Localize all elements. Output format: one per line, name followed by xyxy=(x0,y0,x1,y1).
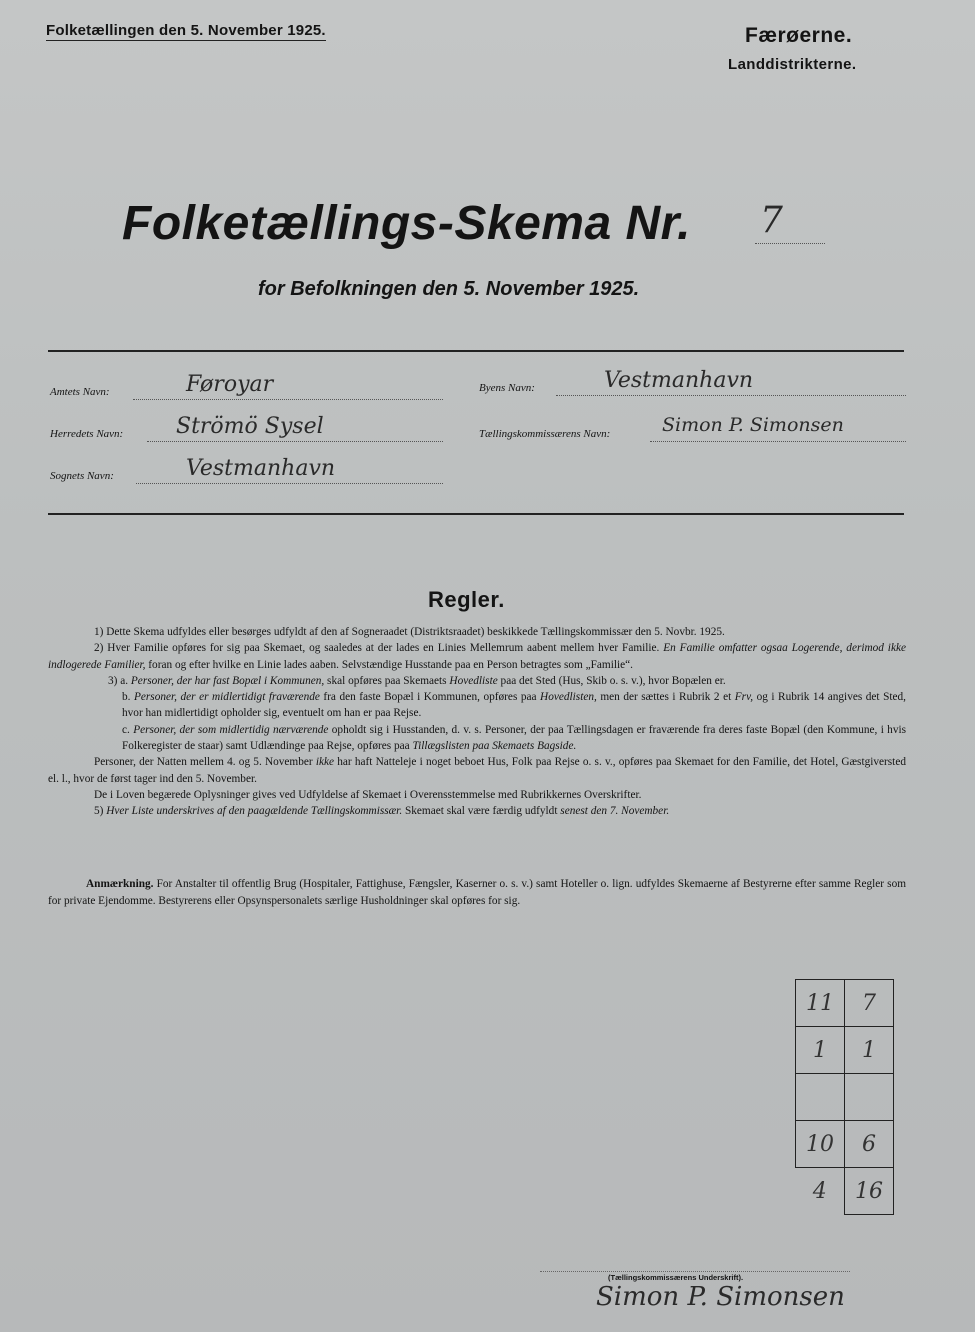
sogn-line xyxy=(136,483,443,484)
rule-5: 5) Hver Liste underskrives af den paagældende Tællingskommissær. Skemaet skal være færdig udfyldt senest den 7. November. xyxy=(94,805,670,818)
herred-line xyxy=(147,441,443,442)
tally-cell: 1 xyxy=(796,1027,845,1074)
tally-row xyxy=(796,1168,894,1215)
bottom-divider xyxy=(48,513,904,515)
tally-cell: 10 xyxy=(796,1121,845,1168)
top-divider xyxy=(48,350,904,352)
tally-cell: 11 xyxy=(796,980,845,1027)
amt-line xyxy=(133,399,443,400)
form-number: 7 xyxy=(760,200,783,241)
tally-cell: 7 xyxy=(845,980,894,1027)
rule-3c: c. Personer, der som midlertidig nærværende opholdt sig i Husstanden, d. v. s. Personer, der paa Tællingsdagen er fraværende fra deres faste Bopæl (den Kommune, i hvis Folkeregister de staar) samt Udlændinge paa Rejse, opføres paa Tillægslisten paa Skemaets Bagside. xyxy=(122,723,907,753)
kommissaer-label: Tællingskommissærens Navn: xyxy=(479,428,611,440)
signature-line xyxy=(540,1271,850,1272)
by-label: Byens Navn: xyxy=(479,382,535,394)
signature-label: (Tællingskommissærens Underskrift). xyxy=(608,1273,744,1282)
rule-3a: 3) a. Personer, der har fast Bopæl i Kommunen, skal opføres paa Skemaets Hovedliste paa det Sted (Hus, Skib o. s. v.), hvor Bopælen er. xyxy=(108,674,726,687)
census-date-header: Folketællingen den 5. November 1925. xyxy=(46,22,326,39)
rule-4: De i Loven begærede Oplysninger gives ved Udfyldelse af Skemaet i Overensstemmelse med Rubrikkernes Overskrifter. xyxy=(94,788,642,801)
by-value: Vestmanhavn xyxy=(604,368,754,393)
tally-row xyxy=(796,1074,894,1121)
note-label: Anmærkning. xyxy=(86,878,154,890)
amt-label: Amtets Navn: xyxy=(50,386,110,398)
rule-3d: Personer, der Natten mellem 4. og 5. November ikke har haft Natteleje i noget beboet Hus, Folk paa Rejse o. s. v., opføres paa Skemaet for den Familie, det Hotel, Gæstgiversted el. l., hvor de først tager ind den 5. November. xyxy=(48,756,906,785)
rules-title: Regler. xyxy=(428,587,505,612)
tally-cell: 6 xyxy=(845,1121,894,1168)
tally-cell: 1 xyxy=(845,1027,894,1074)
tally-grid xyxy=(795,979,894,1215)
tally-row xyxy=(796,1027,894,1074)
form-title: Folketællings-Skema Nr. xyxy=(122,197,692,250)
tally-cell: 16 xyxy=(845,1168,894,1215)
form-number-line xyxy=(755,243,825,244)
herred-label: Herredets Navn: xyxy=(50,428,124,440)
rule-3b: b. Personer, der er midlertidigt fraværende fra den faste Bopæl i Kommunen, opføres paa Hovedlisten, men der sættes i Rubrik 2 et Frv, og i Rubrik 14 angives det Sted, hvor han midlertidigt opholder sig, eventuelt om han er paa Rejse. xyxy=(122,691,906,720)
form-subtitle: for Befolkningen den 5. November 1925. xyxy=(258,278,640,300)
rule-1: 1) Dette Skema udfyldes eller besørges udfyldt af den af Sogneraadet (Distriktsraadet) beskikkede Tællingskommissær den 5. Novbr. 1925. xyxy=(94,626,725,638)
note-body: For Anstalter til offentlig Brug (Hospitaler, Fattighuse, Fængsler, Kaserner o. s. v.) samt Hoteller o. lign. udfyldes Skemaerne af Bestyrerne efter samme Regler som for private Ejendomme. Bestyrerens eller Opsynspersonalets særlige Husholdninger skal opføres for sig. xyxy=(48,878,906,907)
tally-cell: 4 xyxy=(796,1168,845,1215)
kommissaer-value: Simon P. Simonsen xyxy=(662,414,844,436)
tally-cell xyxy=(845,1074,894,1121)
rule-2: 2) Hver Familie opføres for sig paa Skemaet, og saaledes at der lades en Linies Mellemrum aabent mellem hver Familie. En Familie omfatter ogsaa Logerende, derimod ikke indlogerede Familier, foran og efter hvilke en Linie lades aaben. Selvstændige Husstande paa en Person betragtes som „Familie“. xyxy=(48,642,906,671)
herred-value: Strömö Sysel xyxy=(176,414,324,439)
kommissaer-line xyxy=(650,441,906,442)
signature: Simon P. Simonsen xyxy=(596,1282,845,1312)
by-line xyxy=(556,395,906,396)
sogn-label: Sognets Navn: xyxy=(50,470,114,482)
tally-cell xyxy=(796,1074,845,1121)
tally-row xyxy=(796,980,894,1027)
district-header: Landdistrikterne. xyxy=(728,56,857,73)
region-header: Færøerne. xyxy=(745,24,853,47)
tally-row xyxy=(796,1121,894,1168)
sogn-value: Vestmanhavn xyxy=(186,456,336,481)
note-text xyxy=(48,876,906,910)
amt-value: Føroyar xyxy=(186,372,274,397)
rules-text xyxy=(48,624,906,820)
